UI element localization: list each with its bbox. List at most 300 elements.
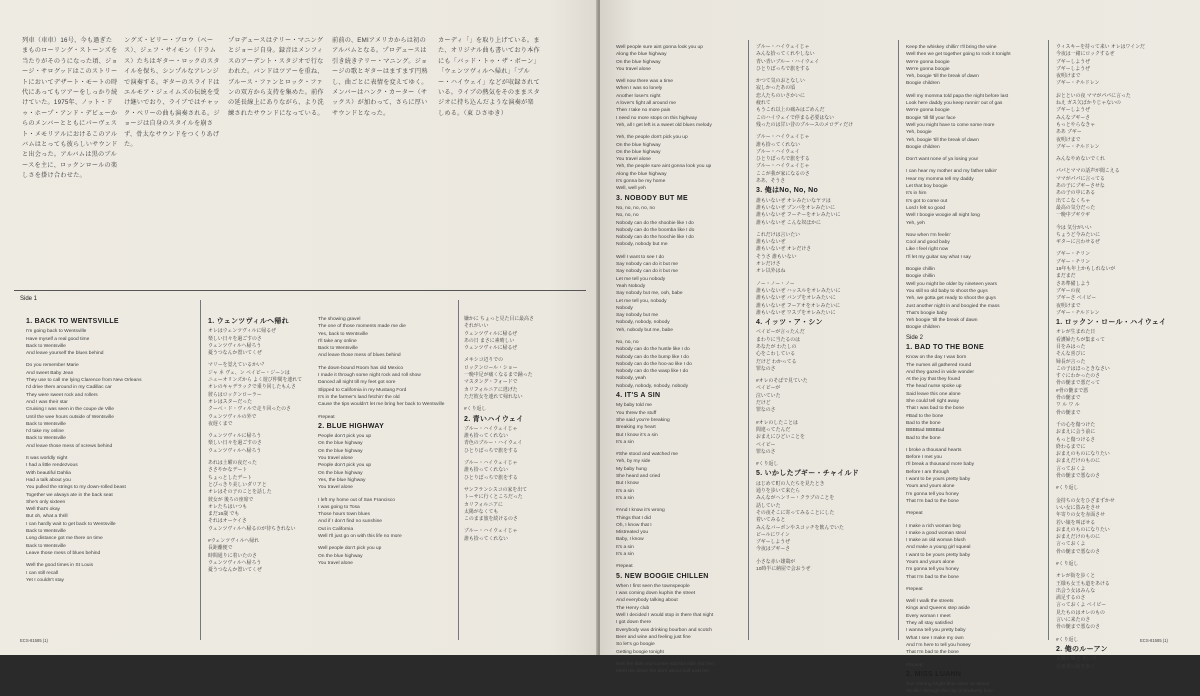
lyric-line: Well people don't pick you up — [318, 546, 382, 552]
lyric-line: 看護婦たちが集まって — [1056, 337, 1105, 343]
lyric-line: ちょっとしたデート — [208, 475, 253, 481]
lyric-line: その夜そこに寄ってみることにした — [756, 510, 835, 516]
lyric-line: 疲れて — [756, 101, 771, 107]
lyric-line: オレはウェンツヴィルに帰るぜ — [208, 329, 276, 335]
lyric-line: Now when I'm feelin' — [906, 232, 951, 238]
lyric-line: 長距離便で — [208, 546, 233, 552]
lyric-line: まだ16歳 でも — [208, 512, 240, 518]
lyric-line: On the blue highway — [318, 441, 363, 447]
song-title: 3. NOBODY BUT ME — [616, 194, 688, 202]
lyric-line: Back to Wentsville — [26, 529, 66, 535]
song-title: 2. BLUE HIGHWAY — [318, 422, 385, 430]
lyric-line: Together we always ate in the back seat — [26, 492, 113, 498]
lyrics-lines — [616, 205, 744, 390]
lyric-line: 嫌かに ちょっと見た目に最高さ — [464, 317, 534, 322]
column-rule — [458, 300, 459, 640]
lyric-line: At the joy that they found — [906, 377, 961, 383]
lyric-line: Yeh, by my side — [616, 459, 651, 465]
lyric-line: 太陽が輝き 青い空 — [1056, 657, 1097, 663]
lyric-line: 骨の髄まで悪だって — [1056, 381, 1101, 387]
lyric-line: あの子の中にある — [1056, 191, 1096, 197]
lyric-line: I make a good woman steal — [906, 530, 966, 536]
lyric-line: I'm gonna tell you honey — [906, 491, 959, 497]
lyric-line: 恋人たちのいさかいに — [756, 93, 805, 99]
lyric-line: That I'm bad to the bone — [906, 650, 959, 656]
lyric-line: 最高の気分だった — [1056, 205, 1096, 211]
lyric-line: 小さな赤い雄鶏が — [756, 559, 796, 565]
lyric-line: The Henry club — [616, 605, 650, 611]
lyric-line: Danced all night till my feet got sore — [318, 380, 396, 386]
liner-notes-text: 列車（車車）16号、今も過ぎたまものローリング・ストーンズを当たりがそのうになった頃、ジョージ・サログッドはこのストリートにおいてデザート・モートの時代にあってもツアーをしっかり続けていた。1975年、ノット・ドゥ・ホープ・アンド・デビューからのメンバーとともにパーヴェスト・メモリアルにおけるこのアルバムはとっても彼らしいサウンドと出会った。アルバムは黒のブルースを主に、ロックンロールの楽しさを掛け合わせた。 — [22, 37, 118, 180]
lyrics-lines — [756, 329, 894, 468]
lyric-line: I'm gonna tell you honey — [906, 567, 959, 573]
lyric-line: Lord I felt so good — [906, 205, 946, 211]
lyric-line: But I know it's a sin — [616, 432, 658, 438]
lyric-line: それがいい — [464, 324, 489, 330]
lyric-line: 骨の髄まで悪なのさ — [1056, 625, 1101, 631]
lyric-line: 楽しい日々を過ごすのさ — [208, 336, 262, 342]
song-title: 1. BAD TO THE BONE — [906, 343, 985, 351]
lyric-line: 憂うつなんか置いてくぜ — [208, 351, 262, 357]
lyric-line: Well I'll just go on with this life no more — [318, 534, 402, 540]
lyric-line: Well now there was a time — [616, 79, 673, 85]
lyric-line: She could tell right away — [906, 399, 960, 405]
lyrics-lines — [756, 481, 894, 574]
lyric-line: And leave those mess of blues behind — [318, 353, 401, 359]
song-title: 5. NEW BOOGIE CHILLEN — [616, 572, 709, 580]
lyric-line: No, no, no — [616, 213, 639, 219]
lyric-line: #Bad to the bone — [906, 413, 944, 419]
liner-notes-col-2 — [124, 36, 222, 282]
lyric-line: I need no more stops on this highway — [616, 115, 698, 121]
lyric-line: I can hear my mother and my father talkin' — [906, 169, 998, 175]
side-label: Side 2 — [906, 334, 924, 341]
lyric-line: 骨の髄まで悪なのさ — [1056, 474, 1101, 480]
lyric-line: Breaking my heart — [616, 425, 656, 431]
lyric-line: Getting boogie tonight — [616, 649, 664, 655]
lyric-line: It was worldly night — [26, 456, 68, 462]
song-title: 5. いかしたブギー・チャイルド — [756, 470, 860, 478]
lyric-line: And they gazed in wide wonder — [906, 369, 974, 375]
lyrics-lines — [464, 426, 576, 543]
lyric-line: あなたが わたしの — [756, 344, 797, 350]
lyric-line: What I see I make my own — [906, 635, 964, 641]
lyric-line: ブギーさ ベイビー — [1056, 296, 1097, 302]
lyric-line: Do you remember Marie — [26, 363, 79, 369]
lyric-line: On the blue highway — [616, 59, 661, 65]
lyric-line: I can hardly wait to get back to Wentsville — [26, 521, 116, 527]
lyrics-lines — [906, 354, 1044, 669]
lyric-line: #And I know it's wrong — [616, 508, 665, 514]
lyric-line: Know on the day I was born — [906, 355, 967, 361]
lyric-line: Strollin' through the city of brotherly love — [906, 689, 993, 695]
left-page — [0, 0, 598, 655]
lyric-line: Well the little red rooster told the little red hen — [616, 661, 715, 667]
lyric-line: Like I feel right now — [906, 247, 949, 253]
lyric-line: Say nobody but me — [616, 313, 659, 319]
lyric-line: ノー・ノー・ノー — [756, 281, 795, 287]
lyric-line: And I was their star — [26, 399, 68, 405]
lyric-line: I made it through some night rock and roll show — [318, 373, 421, 379]
catalog-number: ECS-81585 (1) — [20, 638, 48, 643]
lyric-line: Yeh, the people sure aint gonna look you up — [616, 164, 712, 170]
lyrics-lines — [906, 681, 1044, 696]
lyric-line: 骨の髄まで — [1056, 396, 1081, 402]
lyric-line: 誰もいないぜ フーアオをオレみたいに — [756, 303, 841, 309]
lyric-line: The nurses all gathered round — [906, 362, 972, 368]
lyric-line: 10時半に納屋で会おうぜ — [756, 567, 811, 572]
lyric-line: 一晩中ブギウギ — [1056, 213, 1091, 219]
lyric-line: オレたちはいつも — [208, 504, 248, 510]
lyric-line: Back to Wentsville — [26, 421, 66, 427]
lyric-line: I left my home out of San Francisco — [318, 497, 395, 503]
lyric-line: Well then we get together going to rock it tonight — [906, 52, 1011, 58]
lyrics-lines — [318, 433, 450, 567]
lyric-line: 罪なのさ — [756, 449, 776, 455]
lyric-line: People don't pick you up — [318, 463, 372, 469]
lyric-line: Nobody, nobody, nobody — [616, 320, 670, 326]
lyric-line: 夜明けまで — [1056, 137, 1081, 143]
lyric-line: They were sweet rock and rollers — [26, 392, 98, 398]
lyric-line: ただ彼女を連れて帰れない — [464, 394, 523, 400]
lyric-line: She heard and cried — [616, 474, 661, 480]
column-rule — [200, 300, 201, 640]
lyric-line: That's boogie baby — [906, 310, 948, 316]
lyric-line: Have myself a real good time — [26, 336, 90, 342]
lyric-line: We're gonna boogie — [906, 59, 950, 65]
lyric-line: It's a sin — [616, 439, 634, 445]
lyric-line: It's got to come out — [906, 198, 948, 204]
lyric-line: ウェンツヴィルへ帰ろう — [208, 560, 262, 566]
liner-notes-col-4 — [332, 36, 432, 282]
lyric-line: 残ったのは甘い昔のブルースのメロディだけ — [756, 122, 853, 128]
lyric-line: かつて気のおとなしい — [756, 79, 805, 85]
lyric-line: ブギーしようぜ — [756, 540, 791, 546]
lyric-line: Boogie chillin — [906, 267, 935, 273]
liner-notes-col-1 — [22, 36, 118, 282]
lyric-line: And leave yourself the blues behind — [26, 351, 104, 357]
lyric-line: ベイビーが — [756, 386, 781, 392]
right-page — [600, 0, 1200, 695]
lyric-line: She's only sixteen — [26, 499, 66, 505]
lyric-line: まわりに当たるのは — [756, 337, 801, 343]
lyric-line: You pulled the strings to my down-rolled beast — [26, 485, 126, 491]
lyric-line: あれは土曜の夜だった — [208, 461, 257, 467]
lyric-line: But oh, what a thrill — [26, 514, 68, 520]
lyric-line: ウェンツヴィルの外で — [208, 414, 257, 420]
lyric-line: Boogie children — [906, 81, 940, 87]
lyric-line: Yeh, boogie — [906, 130, 932, 136]
song-title: 4. イッツ・ア・シン — [756, 319, 823, 327]
lyric-line: It's in him — [906, 191, 927, 197]
lyric-line: #くり返し — [756, 462, 779, 468]
lyric-line: Well I boogie woogie all night long — [906, 213, 980, 219]
lyric-line: I'd take my online — [26, 429, 64, 435]
lyric-line: 出てこなくちゃ — [1056, 198, 1091, 204]
lyric-line: Yeh, we gotta get ready to shoot the guys — [906, 296, 996, 302]
lyric-line: My baby told me — [616, 403, 652, 409]
side-label: Side 1 — [20, 296, 38, 302]
lyric-line: Bad to the bone — [906, 435, 941, 441]
lyric-line: #ウェンツヴィルへ帰れ — [208, 539, 260, 545]
lyric-line: I make a rich woman beg — [906, 523, 961, 529]
lyric-line: 間違ってたんだ — [756, 427, 791, 433]
lyric-line: ブルー・ハイウェイじゃ — [756, 164, 810, 170]
lyric-line: マスタング・フォードで — [464, 380, 518, 386]
lyric-line: 千の心を傷つけた — [1056, 422, 1096, 428]
liner-notes-text: プロデュースはテリー・マニングとジョージ自身。録音はメンフィスのアーデント・スタジオで行なわれた。バンドはツアーを重ね、ブルース・ファンとロック・ファンの双方から支持を集めた。前作の延長線上にありながら、より洗練されたサウンドになっている。 — [228, 37, 324, 117]
lyric-line: 骨の髄まで悪なのさ — [1056, 549, 1101, 555]
lyric-line: That I was bad to the bone — [906, 406, 964, 412]
lyric-line: On the blue highway — [318, 553, 363, 559]
lyric-line: ブルー・ハイウェイじゃ — [464, 529, 518, 535]
lyric-line: すぐにわかったのさ — [1056, 374, 1101, 380]
lyric-line: 楽しい日々を過ごすのさ — [208, 441, 262, 447]
lyric-line: #くり返し — [1056, 562, 1079, 567]
lyric-line: Look here daddy you keep runnin' out of gas — [906, 101, 1003, 107]
lyric-line: Boogie 'till fill your face — [906, 115, 956, 121]
lyric-line: Nobody can do the shoobie like I do — [616, 220, 694, 226]
lyric-line: 誰もいないぜ フーチーをオレみたいに — [756, 213, 841, 219]
lyric-line: I'll take any online — [318, 338, 357, 344]
lyric-line: Yours and yours alone — [906, 484, 955, 490]
lyric-line: You travel alone — [318, 560, 353, 566]
lyric-line: おまえだけのものに — [1056, 535, 1101, 541]
lyric-line: 一晩中足が痛くなるまで踊った — [464, 373, 533, 379]
lyric-line: オレだけさ — [756, 262, 781, 268]
lyric-line: あの子にブギーさせな — [1056, 184, 1105, 190]
column-rule — [1048, 40, 1049, 640]
section-divider — [14, 290, 586, 291]
lyric-line: Sun shining bright blue skies so above — [906, 682, 990, 688]
lyric-line: Cause the tips wouldn't let me bring her back to Wentsville — [318, 402, 445, 408]
song-title: 1. ロックン・ロール・ハイウェイ — [1056, 319, 1167, 327]
lyric-line: Yeh, boogie 'till the break of dawn — [906, 74, 979, 80]
lyric-line: オレ以外はね — [756, 269, 786, 275]
lyric-line: Yet I couldn't stay — [26, 577, 64, 583]
lyrics-lines — [318, 316, 450, 421]
lyric-line: Say nobody but me, ooh, babe — [616, 291, 683, 297]
lyric-line: Nobody can do the boomba like I do — [616, 227, 695, 233]
lyric-line: Things that I did — [616, 515, 651, 521]
lyric-line: 彼らはロックンローラー — [208, 392, 262, 398]
lyric-line: Nobody, yeah — [616, 376, 646, 382]
column-rule — [748, 40, 749, 640]
lyric-line: オレはスターだった — [208, 399, 253, 405]
lyric-line: People don't pick you up — [318, 434, 372, 440]
lyric-line: Yeh, yeh — [906, 220, 925, 226]
lyric-line: Everybody was drinking bourbon and scotch — [616, 627, 712, 633]
lyric-line: I got down there — [616, 620, 652, 626]
lyrics-lines — [26, 328, 158, 584]
lyric-line: 誰も拾ってくれない — [464, 434, 509, 440]
lyric-line: この子はほっときなさい — [1056, 366, 1110, 372]
lyric-line: You still so old baby to shoot the guys — [906, 288, 988, 294]
lyric-line: And if I don't find no sunshine — [318, 519, 383, 525]
lyric-line: 太陽がなくても — [464, 509, 499, 515]
lyric-line: 時間通りに着いたのさ — [208, 553, 257, 559]
lyric-line: It's a sin — [616, 495, 634, 501]
lyric-line: ジャ ネ ヴェ、ン ベイビー・ジーンは — [208, 370, 290, 376]
lyric-line: おまえのものになりたい — [1056, 527, 1110, 533]
lyric-line: ウィスキーを持って来い オレはワインだ — [1056, 45, 1145, 50]
lyric-line: #She stood and watched me — [616, 452, 678, 458]
lyric-line: おまえのものになりたい — [1056, 452, 1110, 458]
song-title: 3. 俺はNo, No, No — [756, 187, 819, 195]
lyric-line: Well you might be older by nineteen years — [906, 281, 997, 287]
lyrics-lines — [616, 44, 744, 193]
lyric-line: ブギー・チルドレン — [1056, 310, 1100, 316]
lyric-line: It's a sin — [616, 544, 634, 550]
lyric-line: Bad to the bone — [906, 420, 941, 426]
lyric-line: みんなやめないでくれ — [1056, 157, 1105, 163]
lyric-line: Don't want none of ya losing your — [906, 157, 979, 163]
lyric-line: My baby hung — [616, 466, 647, 472]
lyric-line: おとといの夜 ママがパパに言った — [1056, 93, 1131, 99]
lyric-line: 罪なのさ — [756, 408, 776, 414]
lyric-line: 夜遅くまで — [208, 421, 233, 427]
lyric-line: ウェンツヴィルへ帰ろう — [208, 448, 262, 454]
liner-notes-text: ングズ・ビリー・ブロウ（ベース）、ジェフ・サイモン（ドラムス）たちはギター・ロックのスタイルを保ち、シンプルなアレンジで演奏する。ギターのスライドはエルモア・ジェイムズの伝統を受け継いでおり、ライブではチャック・ベリーの曲も演奏される。ジョージは自身のスタイルを崩さず、骨太なサウンドをつくりあげた。 — [124, 37, 220, 149]
lyric-line: さあ準備しよう — [1056, 281, 1091, 287]
lyric-line: このまま旅を続けるのさ — [464, 517, 518, 523]
lyric-line: #骨の髄まで悪 — [1056, 388, 1089, 394]
lyrics-jp-back-to-wentsville — [208, 316, 310, 646]
lyric-line: みんなブギーさ — [1056, 115, 1091, 121]
lyric-line: Keep the whiskey chillin' I'll bring the wine — [906, 45, 997, 50]
lyric-line: ブルー・ハイウェイじゃ — [756, 45, 810, 50]
lyric-line: 憂うつなんか置いてくぜ — [208, 568, 262, 574]
lyric-line: With beautiful Dahlia — [26, 470, 71, 476]
lyric-line: ブギー・チルドレン — [1056, 144, 1100, 150]
lyric-line: ここが我が家になるのさ — [756, 171, 810, 177]
lyrics-lines — [756, 44, 894, 185]
lyric-line: 誰もいないぜ こんな奴ほかに — [756, 220, 821, 226]
lyric-line: 言いに来たのさ — [1056, 618, 1091, 624]
song-title: 2. 俺のルーアン — [1056, 645, 1108, 653]
lyric-line: On the blue highway — [318, 470, 363, 476]
lyrics-lines — [906, 44, 1044, 332]
lyric-line: ブギーしようぜ — [1056, 59, 1091, 65]
lyric-line: まだまだ — [1056, 274, 1076, 280]
lyric-line: Until the wee hours outside of Wentsville — [26, 414, 114, 420]
lyric-line: The down-bound Room has old Mexico — [318, 365, 404, 371]
lyric-line: もうこれ以上の痛みはごめんだ — [756, 108, 825, 114]
lyrics-lines — [1056, 329, 1188, 644]
lyric-line: 兄弟愛の街を歩く — [1056, 664, 1096, 670]
catalog-number: ECS-81585 (1) — [1140, 638, 1168, 643]
lyric-line: They use to call me lying Clarence from New Orleans — [26, 378, 142, 384]
song-title: 1. ウェンツヴィルへ帰れ — [208, 318, 289, 325]
lyric-line: Yeh, the people don't pick you up — [616, 135, 688, 141]
lyric-line: 青い青いブルー・ハイウェイ — [756, 59, 820, 65]
lyric-line: Another loser's night — [616, 93, 661, 99]
lyric-line: 夜明けまで — [1056, 74, 1081, 80]
lyric-line: Well my momma told papa the night before last — [906, 93, 1009, 99]
lyric-line: On the blue highway — [616, 142, 661, 148]
lyric-line: いい女に盗みをさせ — [1056, 505, 1101, 511]
lyric-line: Well you might have to come some more — [906, 122, 995, 128]
lyric-line: Nobody, nobody but me — [616, 242, 668, 248]
lyric-line: ニューオリンズから よく遊び仲間を連れて — [208, 378, 303, 384]
lyric-line: Said leave this one alone — [906, 391, 961, 397]
lyric-line: おまえにひどいことを — [756, 435, 805, 441]
lyric-line: I'm going back to Wentsville — [26, 329, 87, 335]
lyric-line: 誰もいないぜ オレみたいなヤツは — [756, 198, 831, 204]
lyric-line: オレはその子のことを話した — [208, 490, 272, 496]
lyric-line: Well that's okay — [26, 507, 61, 513]
lyric-line: 彼女が 後ろの座席で — [208, 497, 254, 503]
lyric-line: I'll let my guitar say what I say — [906, 254, 971, 260]
lyric-line: I'd drive them around in my Cadillac car — [26, 385, 112, 391]
lyric-line: 誰も拾ってくれない — [756, 142, 801, 148]
lyric-line: Along the blue highway — [616, 52, 667, 58]
lyrics-lines — [208, 328, 310, 574]
lyric-line: The head nurse spoke up — [906, 384, 962, 390]
lyrics-lines — [756, 198, 894, 317]
lyric-line: No, no, no, no, no — [616, 205, 655, 211]
lyric-line: 見たものはオレのもの — [1056, 610, 1105, 616]
lyric-line: 今は 気分がいい — [1056, 225, 1092, 231]
lyric-line: Boogie children — [906, 144, 940, 150]
lyric-line: Well I want to see I do — [616, 254, 665, 260]
lyric-line: #repeat — [906, 511, 923, 517]
lyric-line: Hear my momma tell my daddy — [906, 176, 974, 182]
lyric-line: #repeat — [906, 662, 923, 668]
lyric-line: オレのキャデラックで乗り回したもんさ — [208, 385, 296, 391]
lyric-line: Nobody can do the hoochie like I do — [616, 235, 694, 241]
lyric-line: 骨の髄まで — [1056, 410, 1081, 416]
lyric-line: Before I met you — [906, 455, 942, 461]
lyric-line: ウェンツヴィルへ帰るのが待ちきれない — [208, 526, 296, 532]
lyric-line: 言っておくよ ベイビー — [1056, 603, 1107, 609]
lyric-line: #repeat — [616, 564, 633, 570]
lyric-line: そんな喜びに — [1056, 352, 1086, 358]
lyric-line: I had a little rendezvous — [26, 463, 78, 469]
lyric-line: 目をみはった — [1056, 344, 1086, 350]
lyric-line: On the blue highway — [318, 448, 363, 454]
lyric-line: Yeah Nobody — [616, 283, 646, 289]
lyric-line: You travel alone — [318, 485, 353, 491]
lyric-line: オレが生まれた日 — [1056, 330, 1096, 336]
lyric-line: ひとりぼっちで旅をする — [464, 475, 518, 481]
lyric-line: Before I am through — [906, 469, 950, 475]
lyric-line: Every woman I meet — [906, 613, 951, 619]
lyric-line: You travel alone — [616, 66, 651, 72]
lyric-line: The showing gravel — [318, 317, 361, 322]
lyric-line: Had a talk about you — [26, 477, 71, 483]
lyric-line: はじめて町の人たちを見たとき — [756, 481, 825, 487]
lyrics-lines — [1056, 44, 1188, 317]
lyric-line: Just another night in and boogied the mass — [906, 303, 1000, 309]
lyric-line: ビールにワイン — [756, 532, 790, 538]
lyric-line: 満足するのさ — [1056, 596, 1086, 602]
lyric-line: Yeh boogie 'till the break of dawn — [906, 318, 978, 324]
lyric-line: The one of those moments made me die — [318, 324, 406, 330]
lyric-line: Boogie chillin — [906, 274, 935, 280]
lyric-line: Nobody, nobody, nobody, nobody — [616, 383, 689, 389]
lyric-line: Slipped to California in my Mustang Ford — [318, 387, 407, 393]
lyric-line: それはオーケイさ — [208, 519, 247, 525]
lyric-line: Meet me down the barn about half past ten — [616, 669, 709, 675]
lyric-line: And I'm here to tell you honey — [906, 642, 971, 648]
lyric-line: No, no, no — [616, 339, 639, 345]
lyric-line: I was coming down kuphin the street — [616, 591, 696, 597]
lyric-line: I want to be yours pretty baby — [906, 552, 971, 558]
lyric-line: ウェンツヴィルへ帰ろう — [208, 343, 262, 349]
song-title: 2. 青いハイウェイ — [464, 415, 524, 423]
lyrics-en-col-3 — [906, 44, 1044, 695]
